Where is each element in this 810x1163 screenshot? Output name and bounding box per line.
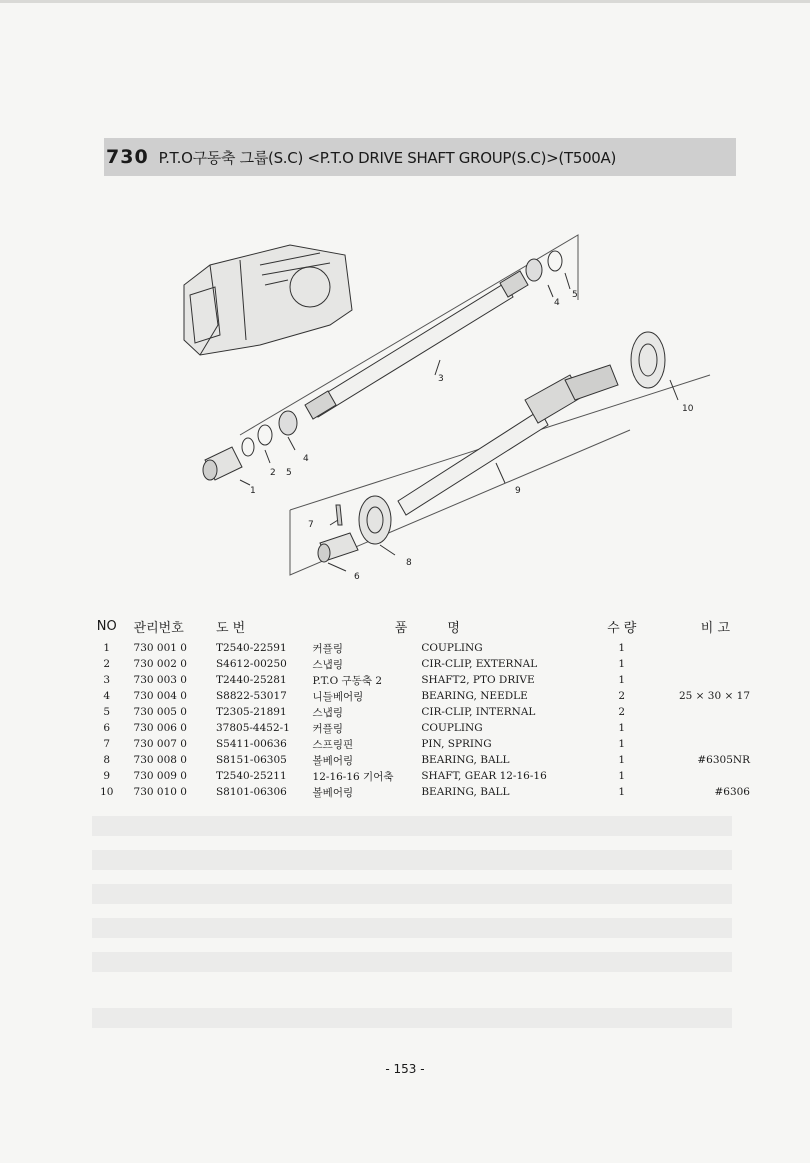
cell-code: 730 007 0	[133, 738, 187, 750]
callout-1: 1	[250, 486, 256, 496]
cell-remark	[642, 736, 750, 752]
scan-edge	[0, 0, 810, 3]
table-row	[90, 704, 750, 720]
cell-name-kor: 볼베어링	[312, 754, 354, 767]
cell-no: 9	[103, 770, 111, 782]
callout-2: 2	[270, 468, 276, 478]
cell-code: 730 002 0	[133, 658, 187, 670]
callout-4-upper: 4	[554, 298, 560, 308]
table-row	[90, 736, 750, 752]
cell-code: 730 004 0	[133, 690, 187, 702]
callout-4-lower: 4	[303, 454, 309, 464]
part-9-gear-shaft	[398, 365, 618, 515]
cell-name-eng: SHAFT, GEAR 12-16-16	[421, 770, 547, 782]
table-row	[90, 656, 750, 672]
part-1-coupling	[203, 447, 242, 480]
cell-no: 1	[103, 642, 111, 654]
table-row	[90, 768, 750, 784]
cell-no: 3	[103, 674, 111, 686]
part-4-needle-bearing-lower	[279, 411, 297, 435]
section-title-bar	[104, 138, 736, 176]
part-5-circlip-lower	[258, 425, 272, 445]
cell-drawing-no: S8101-06306	[215, 786, 287, 798]
col-header-name-kor: 품	[394, 620, 408, 636]
cell-name-eng: BEARING, BALL	[421, 754, 510, 766]
cell-name-eng: BEARING, BALL	[421, 786, 510, 798]
cell-remark	[642, 720, 750, 736]
scan-shade	[92, 884, 732, 904]
cell-no: 2	[103, 658, 111, 670]
exploded-parts-diagram	[170, 225, 730, 585]
transmission-housing	[184, 245, 352, 355]
cell-remark	[642, 768, 750, 784]
cell-qty: 1	[618, 642, 626, 654]
cell-drawing-no: S5411-00636	[215, 738, 287, 750]
scan-shade	[92, 1008, 732, 1028]
cell-drawing-no: T2540-25211	[215, 770, 287, 782]
cell-remark	[642, 640, 750, 656]
cell-drawing-no: S4612-00250	[215, 658, 287, 670]
cell-name-kor: 니들베어링	[312, 690, 364, 703]
part-6-coupling	[318, 533, 358, 562]
cell-code: 730 005 0	[133, 706, 187, 718]
cell-name-kor: 12-16-16 기어축	[312, 770, 394, 783]
cell-no: 10	[100, 786, 114, 798]
col-header-code: 관리번호	[133, 620, 184, 636]
part-2-circlip-external	[242, 438, 254, 456]
cell-qty: 1	[618, 658, 626, 670]
cell-code: 730 006 0	[133, 722, 187, 734]
cell-drawing-no: 37805-4452-1	[215, 722, 290, 734]
cell-remark	[642, 656, 750, 672]
scan-shade	[92, 918, 732, 938]
scan-shade	[92, 850, 732, 870]
table-row	[90, 688, 750, 704]
part-7-spring-pin	[336, 505, 342, 525]
part-10-ball-bearing	[631, 332, 665, 388]
cell-remark	[642, 672, 750, 688]
callout-3: 3	[438, 374, 444, 384]
cell-name-kor: 커플링	[312, 722, 343, 735]
callout-5-upper: 5	[572, 290, 578, 300]
cell-drawing-no: T2305-21891	[215, 706, 287, 718]
col-header-drawing-no: 도 번	[215, 620, 246, 636]
cell-qty: 1	[618, 754, 626, 766]
scan-shade	[92, 952, 732, 972]
cell-name-eng: SHAFT2, PTO DRIVE	[421, 674, 535, 686]
cell-name-eng: PIN, SPRING	[421, 738, 492, 750]
scan-shade	[92, 816, 732, 836]
cell-name-eng: COUPLING	[421, 722, 483, 734]
cell-remark: #6306	[714, 786, 750, 798]
callout-6: 6	[354, 572, 360, 582]
cell-no: 7	[103, 738, 111, 750]
cell-name-kor: P.T.O 구동축 2	[312, 674, 382, 687]
table-row	[90, 672, 750, 688]
cell-no: 4	[103, 690, 111, 702]
cell-qty: 1	[618, 674, 626, 686]
cell-name-eng: CIR-CLIP, INTERNAL	[421, 706, 536, 718]
cell-name-eng: CIR-CLIP, EXTERNAL	[421, 658, 538, 670]
callout-8: 8	[406, 558, 412, 568]
table-row	[90, 784, 750, 800]
cell-no: 8	[103, 754, 111, 766]
callout-9: 9	[515, 486, 521, 496]
cell-name-kor: 커플링	[312, 642, 343, 655]
section-number: 730	[106, 146, 149, 168]
cell-qty: 1	[618, 738, 626, 750]
parts-list-table	[90, 612, 750, 800]
table-row	[90, 640, 750, 656]
cell-qty: 2	[618, 690, 626, 702]
part-5-circlip-upper	[548, 251, 562, 271]
diagram-callout-labels	[250, 290, 694, 582]
cell-name-kor: 볼베어링	[312, 786, 354, 799]
cell-qty: 2	[618, 706, 626, 718]
cell-qty: 1	[618, 786, 626, 798]
col-header-remark: 비 고	[700, 620, 730, 636]
callout-7: 7	[308, 520, 314, 530]
part-4-needle-bearing-upper	[526, 259, 542, 281]
part-8-ball-bearing	[359, 496, 391, 544]
col-header-name-eng: 명	[447, 620, 460, 636]
cell-code: 730 003 0	[133, 674, 187, 686]
cell-qty: 1	[618, 722, 626, 734]
col-header-no: NO	[96, 618, 117, 634]
cell-remark	[642, 704, 750, 720]
callout-10: 10	[682, 404, 694, 414]
cell-name-eng: COUPLING	[421, 642, 483, 654]
cell-code: 730 008 0	[133, 754, 187, 766]
cell-drawing-no: S8151-06305	[215, 754, 287, 766]
cell-name-kor: 스프링핀	[312, 738, 354, 751]
cell-no: 5	[103, 706, 111, 718]
cell-name-eng: BEARING, NEEDLE	[421, 690, 528, 702]
page-number: - 153 -	[385, 1062, 425, 1076]
cell-remark: #6305NR	[697, 754, 750, 766]
cell-name-kor: 스냅링	[312, 706, 343, 719]
table-header-row	[90, 612, 750, 640]
col-header-qty: 수 량	[607, 620, 637, 636]
cell-code: 730 001 0	[133, 642, 187, 654]
cell-drawing-no: T2440-25281	[215, 674, 287, 686]
table-row	[90, 720, 750, 736]
section-title: P.T.O구동축 그룹(S.C) <P.T.O DRIVE SHAFT GROUP(S.C)>(T500A)	[158, 148, 617, 167]
cell-qty: 1	[618, 770, 626, 782]
cell-no: 6	[103, 722, 111, 734]
cell-code: 730 010 0	[133, 786, 187, 798]
callout-5-lower: 5	[286, 468, 292, 478]
cell-name-kor: 스냅링	[312, 658, 343, 671]
cell-drawing-no: T2540-22591	[215, 642, 287, 654]
cell-code: 730 009 0	[133, 770, 187, 782]
table-row	[90, 752, 750, 768]
cell-drawing-no: S8822-53017	[215, 690, 287, 702]
cell-remark: 25 × 30 × 17	[678, 690, 750, 702]
